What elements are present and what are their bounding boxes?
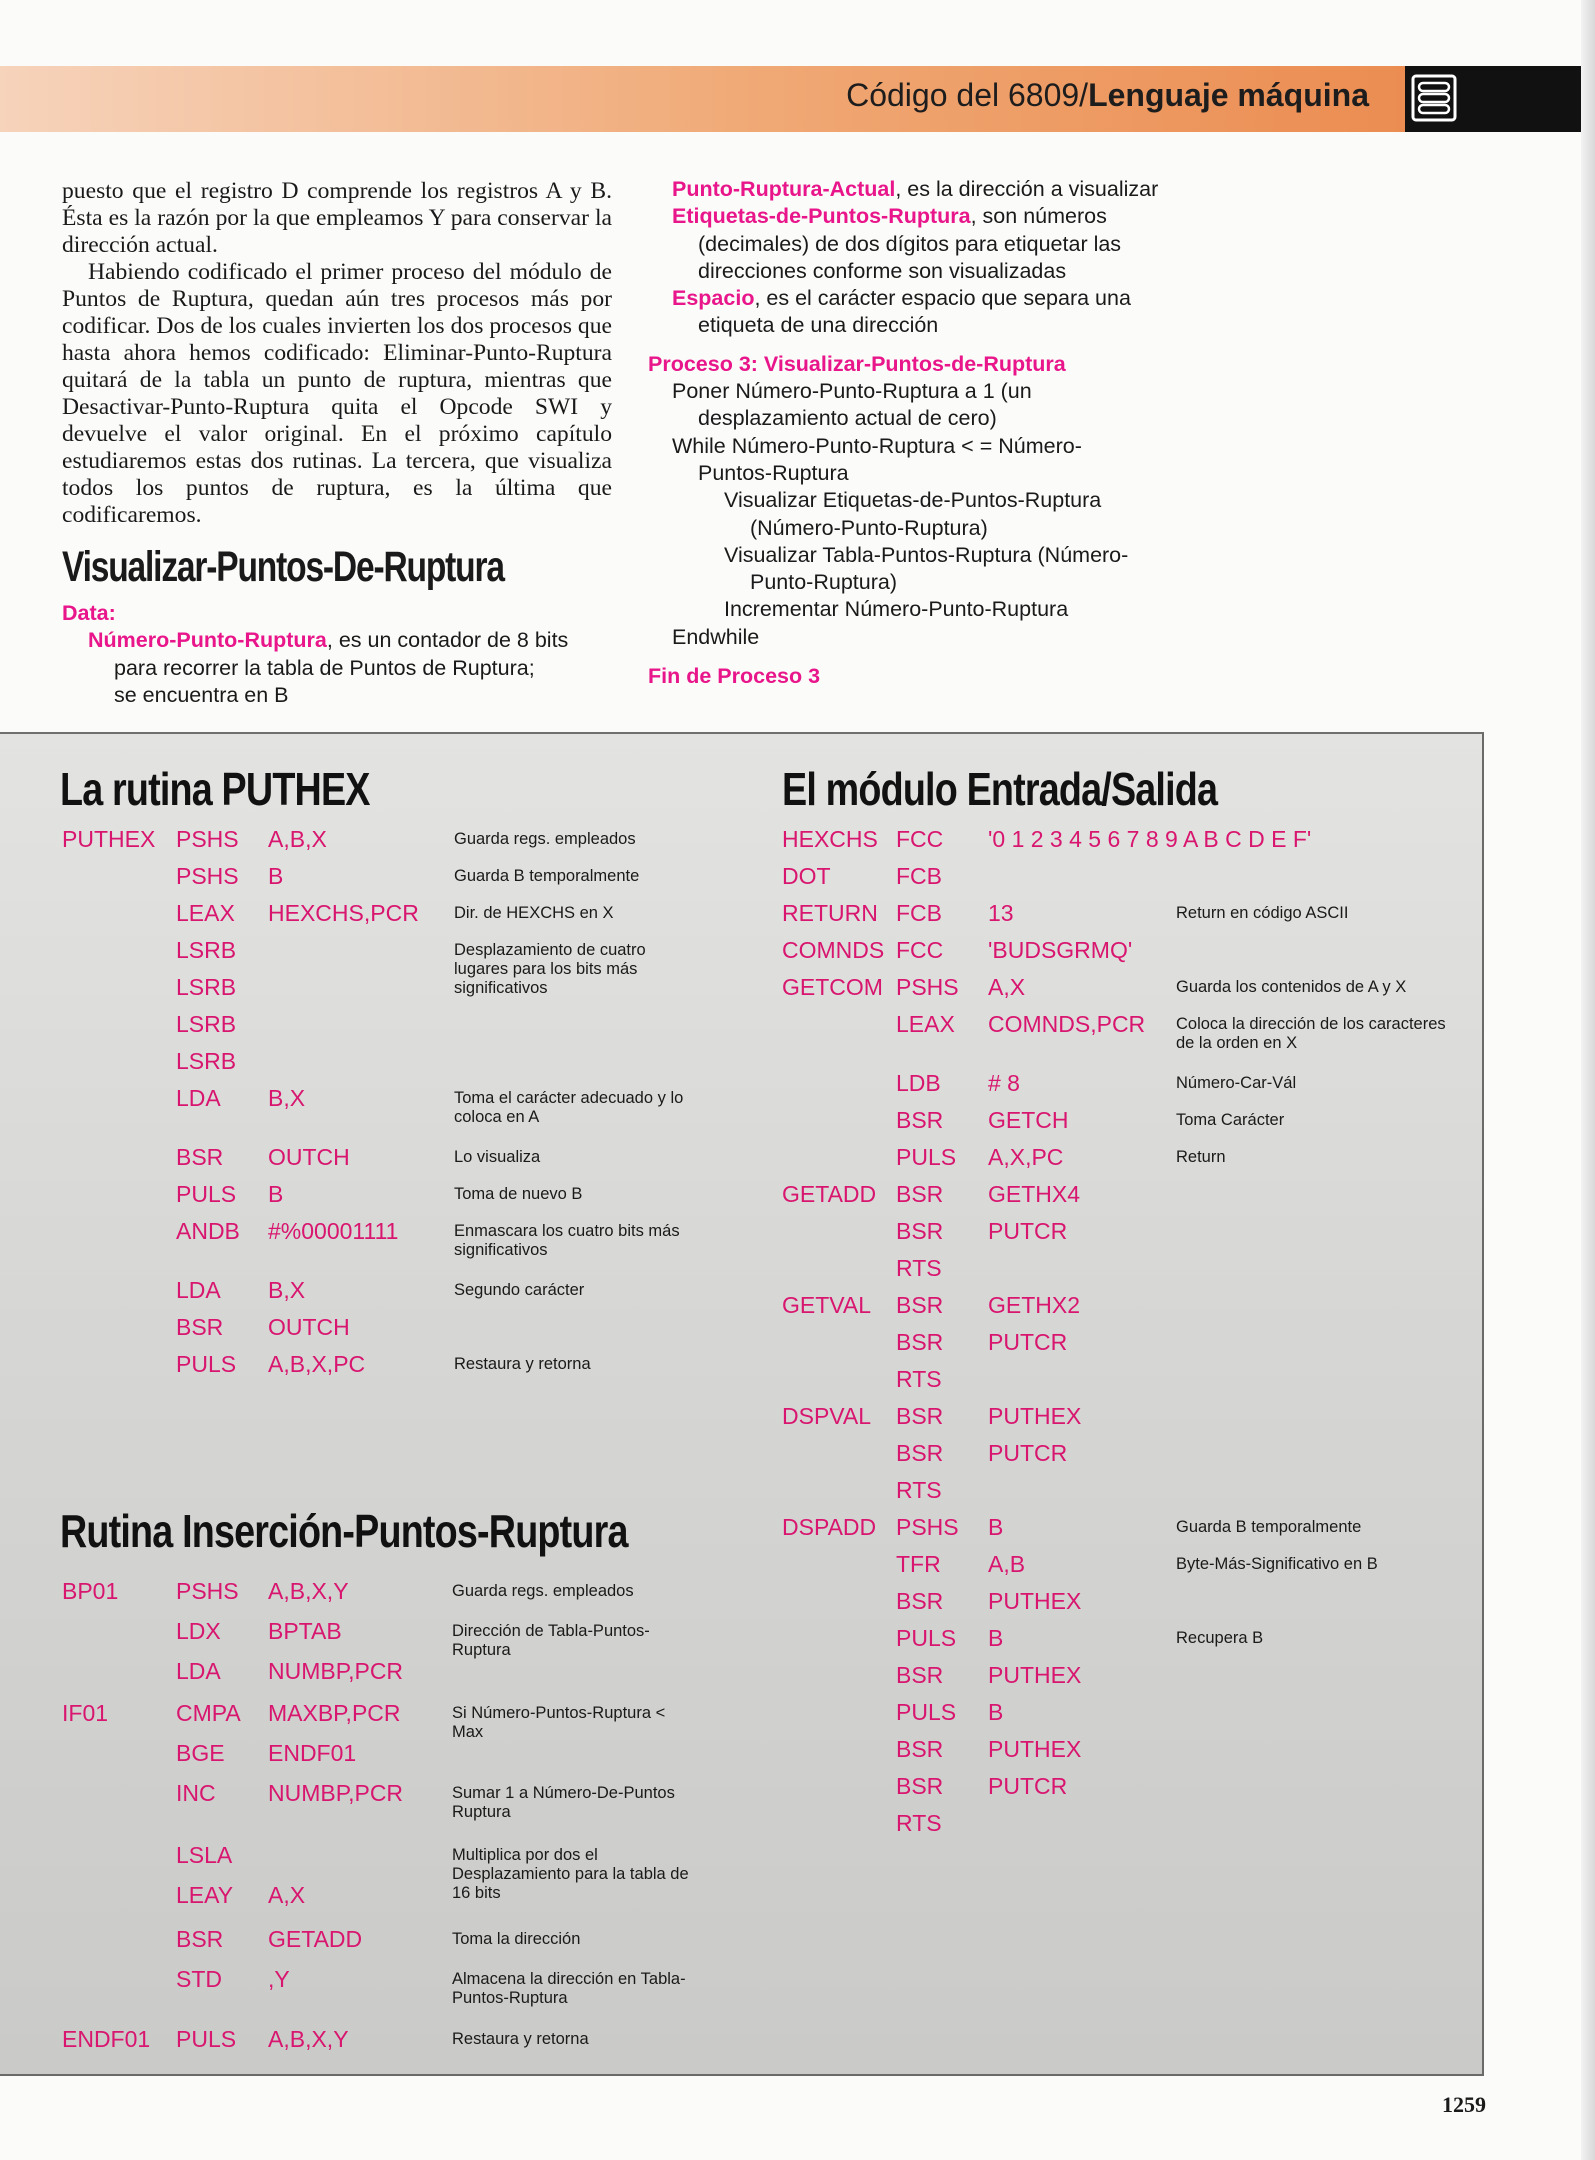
code-comment: Dir. de HEXCHS en X xyxy=(454,904,614,922)
insercion-title: Rutina Inserción-Puntos-Ruptura xyxy=(60,1505,628,1557)
code-operand: A,B,X,Y xyxy=(268,2026,349,2052)
code-opcode: BSR xyxy=(896,1773,944,1799)
code-opcode: LSRB xyxy=(176,1048,237,1074)
code-opcode: STD xyxy=(176,1966,222,1992)
code-operand: COMNDS,PCR xyxy=(988,1011,1146,1037)
code-opcode: PULS xyxy=(896,1144,957,1170)
code-comment: Número-Car-Vál xyxy=(1176,1074,1297,1092)
process-line: While Número-Punto-Ruptura < = Número- xyxy=(672,433,1082,458)
code-operand: PUTHEX xyxy=(988,1736,1082,1762)
code-operand: ,Y xyxy=(268,1966,290,1992)
code-comment: Recupera B xyxy=(1176,1629,1264,1647)
code-opcode: PSHS xyxy=(176,1578,239,1604)
code-operand: PUTCR xyxy=(988,1440,1068,1466)
code-comment: Guarda los contenidos de A y X xyxy=(1176,978,1407,996)
code-operand: ENDF01 xyxy=(268,1740,357,1766)
code-opcode: BSR xyxy=(176,1314,224,1340)
process-line: desplazamiento actual de cero) xyxy=(698,406,997,431)
code-opcode: LDA xyxy=(176,1658,221,1684)
process-line: Punto-Ruptura) xyxy=(750,570,897,595)
code-opcode: LEAX xyxy=(896,1011,955,1037)
code-operand: HEXCHS,PCR xyxy=(268,900,419,926)
code-operand: MAXBP,PCR xyxy=(268,1700,401,1726)
code-operand: B xyxy=(268,1181,284,1207)
code-opcode: CMPA xyxy=(176,1700,241,1726)
process-end: Fin de Proceso 3 xyxy=(648,664,821,689)
page-number: 1259 xyxy=(1442,2092,1486,2117)
code-operand: B,X xyxy=(268,1277,306,1303)
code-opcode: BSR xyxy=(896,1736,944,1762)
code-label: GETADD xyxy=(782,1181,877,1207)
section-title: Visualizar-Puntos-De-Ruptura xyxy=(62,543,504,591)
code-operand: A,B,X xyxy=(268,826,327,852)
code-operand: OUTCH xyxy=(268,1144,350,1170)
code-opcode: BSR xyxy=(896,1292,944,1318)
data-entry: Número-Punto-Ruptura, es un contador de 8 bits xyxy=(88,628,569,653)
code-comment: Guarda regs. empleados xyxy=(454,830,636,848)
code-opcode: LSRB xyxy=(176,1011,237,1037)
code-operand: #%00001111 xyxy=(268,1218,399,1244)
code-opcode: RTS xyxy=(896,1255,942,1281)
code-comment: Restaura y retorna xyxy=(454,1355,591,1373)
keyboard-icon xyxy=(1407,69,1461,127)
code-comment: Sumar 1 a Número-De-Puntos Ruptura xyxy=(452,1784,675,1821)
data-entry-cont: para recorrer la tabla de Puntos de Ruptura; xyxy=(114,655,535,680)
code-operand: GETADD xyxy=(268,1926,363,1952)
process-title: Proceso 3: Visualizar-Puntos-de-Ruptura xyxy=(648,351,1066,376)
code-comment: Return xyxy=(1176,1148,1226,1166)
code-label: IF01 xyxy=(62,1700,109,1726)
header-title: Código del 6809/Lenguaje máquina xyxy=(846,77,1369,113)
code-opcode: PSHS xyxy=(896,974,959,1000)
code-operand: A,X,PC xyxy=(988,1144,1064,1170)
data-list xyxy=(62,600,612,709)
code-label: DSPVAL xyxy=(782,1403,872,1429)
puthex-title: La rutina PUTHEX xyxy=(60,763,370,815)
code-label: GETCOM xyxy=(782,974,883,1000)
code-operand: A,B,X,PC xyxy=(268,1351,366,1377)
code-comment: Toma la dirección xyxy=(452,1930,581,1948)
code-operand: B xyxy=(268,863,284,889)
code-operand: A,B xyxy=(988,1551,1026,1577)
code-opcode: BSR xyxy=(896,1588,944,1614)
right-column xyxy=(648,176,1232,690)
code-comment: Guarda B temporalmente xyxy=(1176,1518,1362,1536)
code-comment: Toma Carácter xyxy=(1176,1111,1285,1129)
code-comment: Almacena la dirección en Tabla-Puntos-Ruptura xyxy=(452,1970,686,2007)
running-header xyxy=(0,66,1405,132)
code-opcode: PULS xyxy=(176,1181,237,1207)
body-text xyxy=(62,178,612,529)
data-entry-cont: direcciones conforme son visualizadas xyxy=(698,258,1067,283)
code-operand: B,X xyxy=(268,1085,306,1111)
code-operand: B xyxy=(988,1514,1004,1540)
code-operand: A,X xyxy=(268,1882,306,1908)
data-entry: Espacio, es el carácter espacio que separa una xyxy=(672,286,1131,311)
code-operand: A,X xyxy=(988,974,1026,1000)
code-operand: PUTHEX xyxy=(988,1662,1082,1688)
process-line: (Número-Punto-Ruptura) xyxy=(750,515,988,540)
code-operand: PUTCR xyxy=(988,1218,1068,1244)
code-opcode: BSR xyxy=(176,1926,224,1952)
code-comment: Return en código ASCII xyxy=(1176,904,1349,922)
code-opcode: FCB xyxy=(896,863,942,889)
page-edge xyxy=(1581,0,1595,2160)
code-operand: PUTCR xyxy=(988,1773,1068,1799)
code-comment: Segundo carácter xyxy=(454,1281,585,1299)
code-operand: OUTCH xyxy=(268,1314,350,1340)
code-opcode: LSLA xyxy=(176,1842,233,1868)
data-entry-cont: se encuentra en B xyxy=(114,682,289,707)
code-comment: Guarda regs. empleados xyxy=(452,1582,634,1600)
code-label: BP01 xyxy=(62,1578,119,1604)
code-label: DOT xyxy=(782,863,831,889)
code-opcode: RTS xyxy=(896,1810,942,1836)
data-entry-cont: (decimales) de dos dígitos para etiquetar las xyxy=(698,231,1122,256)
code-opcode: BSR xyxy=(896,1403,944,1429)
code-opcode: BSR xyxy=(896,1218,944,1244)
code-opcode: BSR xyxy=(896,1662,944,1688)
code-opcode: RTS xyxy=(896,1477,942,1503)
code-opcode: LEAY xyxy=(176,1882,234,1908)
code-opcode: LDX xyxy=(176,1618,221,1644)
code-comment: Toma de nuevo B xyxy=(454,1185,583,1203)
code-operand: PUTHEX xyxy=(988,1588,1082,1614)
code-operand: B xyxy=(988,1625,1004,1651)
code-opcode: FCC xyxy=(896,826,944,852)
code-opcode: LSRB xyxy=(176,937,237,963)
code-comment: Guarda B temporalmente xyxy=(454,867,640,885)
code-operand: 'BUDSGRMQ' xyxy=(988,937,1133,963)
paragraph: Habiendo codificado el primer proceso del módulo de Puntos de Ruptura, quedan aún tres procesos más por codificar. Dos de los cuales invierten los dos procesos que hasta ahora hemos codificado: Eliminar-Punto-Ruptura quitará de la tabla un punto de ruptura, mientras que Desactivar-Punto-Ruptura quita el Opcode SWI y devuelve el valor original. En el próximo capítulo estudiaremos estas dos rutinas. La tercera, que visualiza todos los puntos de ruptura, es la última que codificaremos. xyxy=(62,259,612,528)
code-operand: B xyxy=(988,1699,1004,1725)
left-column xyxy=(62,178,612,709)
code-operand: GETHX2 xyxy=(988,1292,1081,1318)
code-label: PUTHEX xyxy=(62,826,156,852)
code-opcode: BSR xyxy=(896,1107,944,1133)
code-opcode: PSHS xyxy=(176,863,239,889)
code-opcode: LSRB xyxy=(176,974,237,1000)
code-comment: Coloca la dirección de los caracteres de la orden en X xyxy=(1176,1015,1446,1052)
process-line: Endwhile xyxy=(672,624,760,649)
code-comment: Enmascara los cuatro bits más significativos xyxy=(454,1222,680,1259)
code-opcode: TFR xyxy=(896,1551,941,1577)
data-entry: Etiquetas-de-Puntos-Ruptura, son números xyxy=(672,204,1107,229)
code-comment: Si Número-Puntos-Ruptura < Max xyxy=(452,1704,666,1741)
code-operand: BPTAB xyxy=(268,1618,342,1644)
code-opcode: LDA xyxy=(176,1085,221,1111)
code-opcode: INC xyxy=(176,1780,216,1806)
code-comment: Restaura y retorna xyxy=(452,2030,589,2048)
code-comment: Desplazamiento de cuatro lugares para los bits más significativos xyxy=(454,941,646,997)
code-comment: Byte-Más-Significativo en B xyxy=(1176,1555,1378,1573)
modulo-code xyxy=(782,826,1472,1836)
code-opcode: RTS xyxy=(896,1366,942,1392)
code-label: ENDF01 xyxy=(62,2026,151,2052)
code-operand: PUTCR xyxy=(988,1329,1068,1355)
process-line: Visualizar Tabla-Puntos-Ruptura (Número- xyxy=(724,542,1129,567)
code-label: GETVAL xyxy=(782,1292,872,1318)
code-label: DSPADD xyxy=(782,1514,877,1540)
code-label: COMNDS xyxy=(782,937,885,963)
code-opcode: PSHS xyxy=(176,826,239,852)
data-entry-cont: etiqueta de una dirección xyxy=(698,313,939,338)
code-opcode: PULS xyxy=(896,1625,957,1651)
code-comment: Toma el carácter adecuado y lo coloca en A xyxy=(454,1089,684,1126)
code-operand: NUMBP,PCR xyxy=(268,1780,404,1806)
code-panel xyxy=(0,732,1484,2076)
code-opcode: ANDB xyxy=(176,1218,240,1244)
code-opcode: BSR xyxy=(896,1440,944,1466)
code-operand: NUMBP,PCR xyxy=(268,1658,404,1684)
code-operand: 13 xyxy=(988,900,1014,926)
code-opcode: LEAX xyxy=(176,900,235,926)
code-opcode: PULS xyxy=(176,1351,237,1377)
code-opcode: PSHS xyxy=(896,1514,959,1540)
code-opcode: PULS xyxy=(896,1699,957,1725)
code-comment: Multiplica por dos el Desplazamiento para la tabla de 16 bits xyxy=(452,1846,689,1902)
code-comment: Dirección de Tabla-Puntos-Ruptura xyxy=(452,1622,650,1659)
process-line: Visualizar Etiquetas-de-Puntos-Ruptura xyxy=(724,488,1102,513)
code-operand: A,B,X,Y xyxy=(268,1578,349,1604)
data-entry: Punto-Ruptura-Actual, es la dirección a visualizar xyxy=(672,177,1159,201)
paragraph: puesto que el registro D comprende los registros A y B. Ésta es la razón por la que empleamos Y para conservar la dirección actual. xyxy=(62,178,612,258)
code-operand: # 8 xyxy=(988,1070,1020,1096)
process-line: Incrementar Número-Punto-Ruptura xyxy=(724,597,1069,622)
code-opcode: LDA xyxy=(176,1277,221,1303)
code-label: HEXCHS xyxy=(782,826,878,852)
data-label: Data: xyxy=(62,601,116,625)
process-line: Puntos-Ruptura xyxy=(698,460,849,485)
code-operand: '0 1 2 3 4 5 6 7 8 9 A B C D E F' xyxy=(988,826,1312,852)
code-operand: PUTHEX xyxy=(988,1403,1082,1429)
code-opcode: FCB xyxy=(896,900,942,926)
code-opcode: BGE xyxy=(176,1740,225,1766)
insercion-code xyxy=(62,1578,702,2052)
code-operand: GETHX4 xyxy=(988,1181,1081,1207)
puthex-code xyxy=(62,826,702,1377)
process-line: Poner Número-Punto-Ruptura a 1 (un xyxy=(672,379,1032,404)
code-label: RETURN xyxy=(782,900,878,926)
modulo-title: El módulo Entrada/Salida xyxy=(782,763,1218,815)
code-opcode: BSR xyxy=(176,1144,224,1170)
code-operand: GETCH xyxy=(988,1107,1069,1133)
code-comment: Lo visualiza xyxy=(454,1148,541,1166)
code-opcode: BSR xyxy=(896,1329,944,1355)
code-opcode: PULS xyxy=(176,2026,237,2052)
code-opcode: FCC xyxy=(896,937,944,963)
code-opcode: LDB xyxy=(896,1070,941,1096)
code-opcode: BSR xyxy=(896,1181,944,1207)
